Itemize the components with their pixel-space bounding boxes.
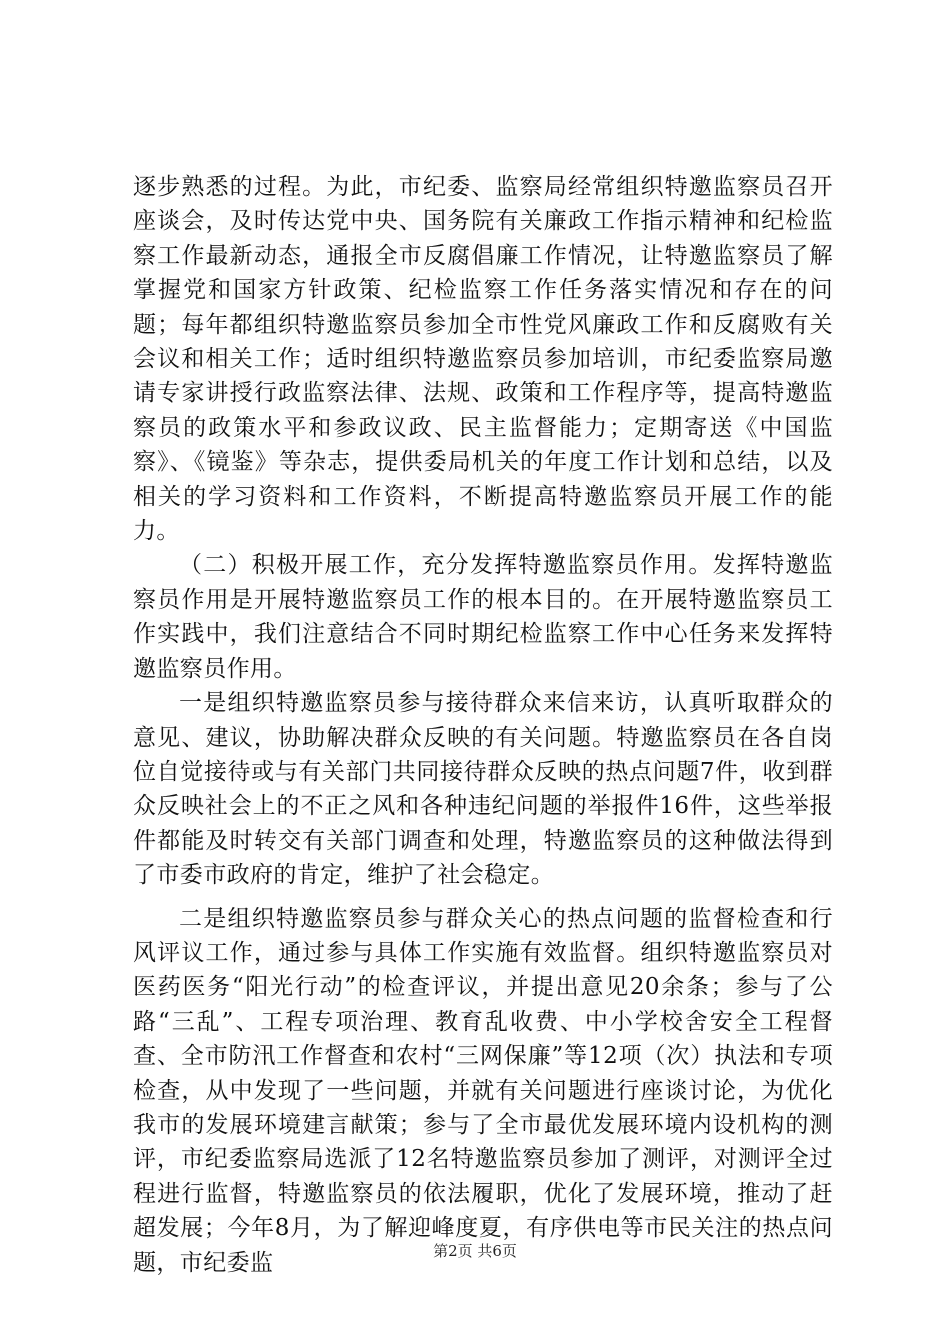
paragraph-2: （二）积极开展工作，充分发挥特邀监察员作用。发挥特邀监察员作用是开展特邀监察员工作的根本目的。在开展特邀监察员工作实践中，我们注意结合不同时期纪检监察工作中心任务来发挥特邀监察员作用。 [133, 552, 833, 682]
page-footer [0, 1240, 950, 1261]
paragraph-4: 二是组织特邀监察员参与群众关心的热点问题的监督检查和行风评议工作，通过参与具体工作实施有效监督。组织特邀监察员对医药医务“阳光行动”的检查评议，并提出意见20余条；参与了公路“三乱”、工程专项治理、教育乱收费、中小学校舍安全工程督查、全市防汛工作督查和农村“三网保廉”等12项（次）执法和专项检查，从中发现了一些问题，并就有关问题进行座谈讨论，为优化我市的发展环境建言献策；参与了全市最优发展环境内设机构的测评，市纪委监察局选派了12名特邀监察员参加了测评，对测评全过程进行监督，特邀监察员的依法履职，优化了发展环境，推动了赶超发展；今年8月，为了解迎峰度夏，有序供电等市民关注的热点问题，市纪委监 [133, 905, 833, 1276]
paragraph-3: 一是组织特邀监察员参与接待群众来信来访，认真听取群众的意见、建议，协助解决群众反映的有关问题。特邀监察员在各自岗位自觉接待或与有关部门共同接待群众反映的热点问题7件，收到群众反映社会上的不正之风和各种违纪问题的举报件16件，这些举报件都能及时转交有关部门调查和处理，特邀监察员的这种做法得到了市委市政府的肯定，维护了社会稳定。 [133, 690, 833, 889]
document-body [133, 170, 833, 1280]
paragraph-1: 逐步熟悉的过程。为此，市纪委、监察局经常组织特邀监察员召开座谈会，及时传达党中央、国务院有关廉政工作指示精神和纪检监察工作最新动态，通报全市反腐倡廉工作情况，让特邀监察员了解掌握党和国家方针政策、纪检监察工作任务落实情况和存在的问题；每年都组织特邀监察员参加全市性党风廉政工作和反腐败有关会议和相关工作；适时组织特邀监察员参加培训，市纪委监察局邀请专家讲授行政监察法律、法规、政策和工作程序等，提高特邀监察员的政策水平和参政议政、民主监督能力；定期寄送《中国监察》、《镜鉴》等杂志，提供委局机关的年度工作计划和总结，以及相关的学习资料和工作资料，不断提高特邀监察员开展工作的能力。 [133, 174, 833, 545]
page-number-label: 第2页 共6页 [433, 1242, 517, 1260]
